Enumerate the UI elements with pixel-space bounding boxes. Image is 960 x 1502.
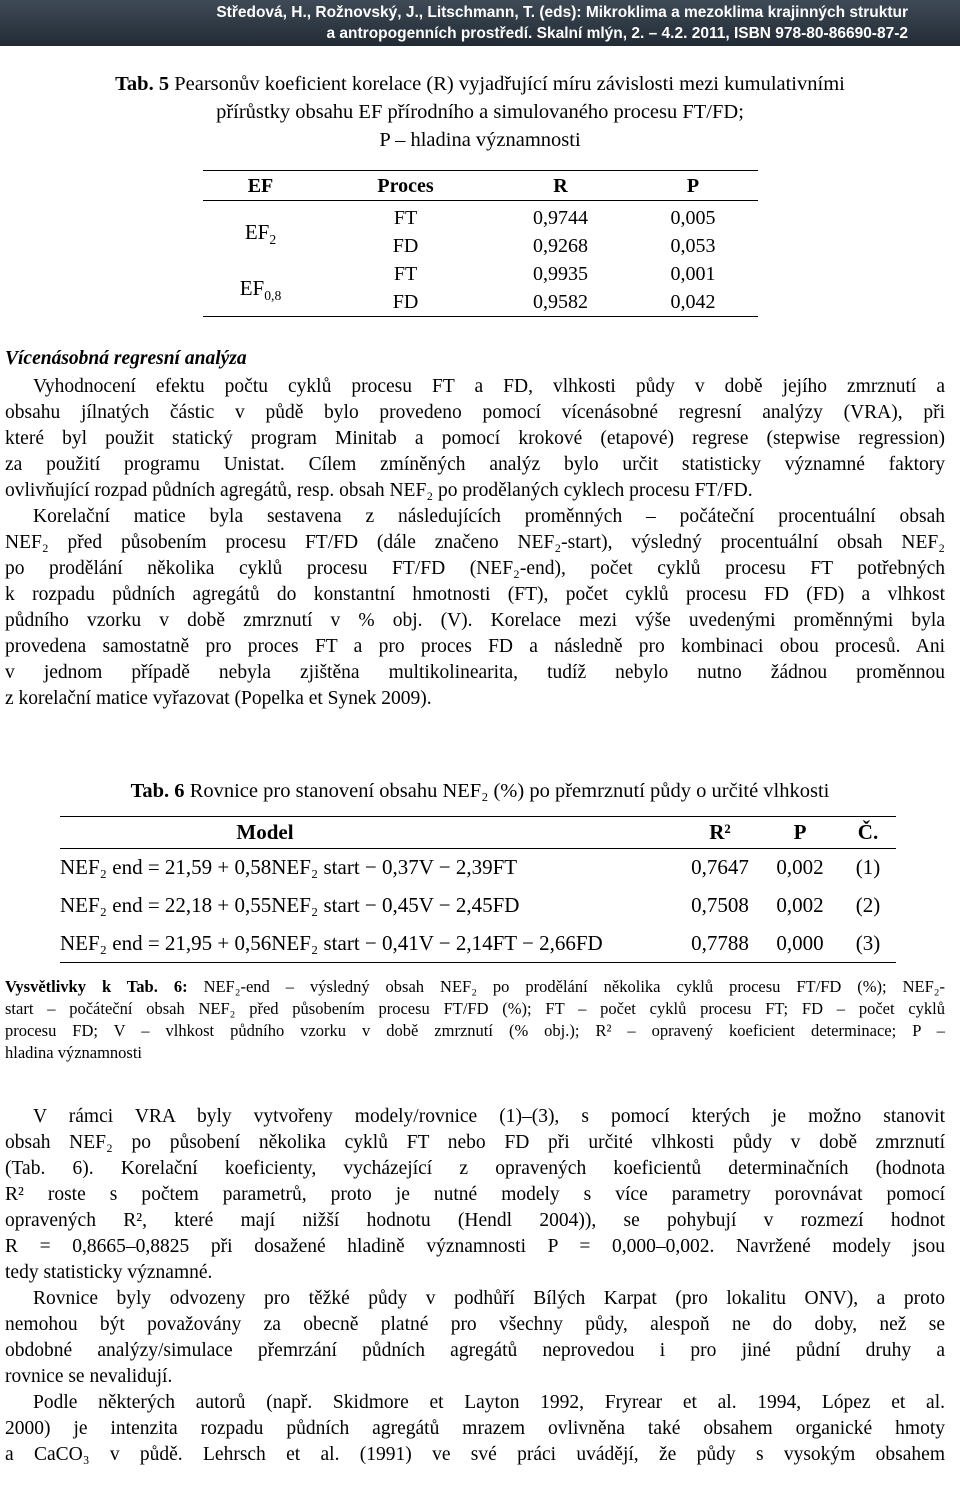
tab5-r-cell: 0,9744 <box>533 206 588 229</box>
tab5-ef-cell: $EF_2$ <box>244 219 277 247</box>
text-line: Podle některých autorů (např. Skidmore et Layton 1992, Fryrear et al. 1994, López et al. <box>33 1392 945 1413</box>
text-line: Korelační matice byla sestavena z následujících proměnných – počáteční procentuální obsah <box>33 506 945 527</box>
text-line: nemohou být považovány za obecně platné pro všechny půdy, alespoň ne do doby, než se <box>5 1314 945 1335</box>
tab5-bottom-rule <box>203 316 758 317</box>
text-line: Vyhodnocení efektu počtu cyklů procesu FT a FD, vlhkosti půdy v době jejího zmrznutí a <box>33 376 945 397</box>
tab6-p-cell: 0,002 <box>776 892 824 917</box>
text-line: v jednom případě nebyla zjištěna multikolinearita, tudíž nebylo nutno žádnou proměnnou <box>5 662 945 683</box>
paragraph-2 <box>5 504 945 712</box>
tab6-c-cell: (3) <box>855 930 881 955</box>
paragraph-4 <box>5 1286 945 1390</box>
tab6-r2-cell: 0,7508 <box>691 892 749 917</box>
tab6-r2-cell: 0,7788 <box>691 930 749 955</box>
tab6-caption <box>30 777 930 805</box>
tab5-label: Tab. 5 <box>115 73 170 95</box>
text-line: obdobné analýzy/simulace přemrzání půdních agregátů neprovedou i pro jiné půdní druhy a <box>5 1340 945 1361</box>
tab5-proces-cell: FT <box>393 262 418 285</box>
text-line: obsahu jílnatých částic v půdě bylo provedeno pomocí vícenásobné regresní analýzy (VRA), při <box>5 402 945 423</box>
text-line: a CaCO₃ v půdě. Lehrsch et al. (1991) ve své práci uvádějí, že půdy s vysokým obsahem <box>5 1444 945 1465</box>
tab6-table <box>60 816 896 962</box>
tab6-notes-line4: hladina významnosti <box>5 1043 143 1062</box>
tab6-bottom-rule <box>60 962 896 963</box>
text-line: R² roste s počtem parametrů, proto je nutné modely s více parametry porovnávat pomocí <box>5 1184 945 1205</box>
text-line: Rovnice byly odvozeny pro těžké půdy v podhůří Bílých Karpat (pro lokalitu ONV), a proto <box>33 1288 945 1309</box>
text-line: rovnice se nevalidují. <box>5 1366 173 1387</box>
tab6-model-cell: NEF₂ end = 21,59 + 0,58NEF₂ start − 0,37V − 2,39FT <box>60 854 518 879</box>
table-row <box>60 848 896 886</box>
tab5-ef-cell: $EF_{0,8}$ <box>239 275 282 303</box>
tab6-notes-line2: start – počáteční obsah NEF₂ před působením procesu FT/FD (%); FT – počet cyklů procesu FT; FD – počet cyklů <box>5 999 945 1018</box>
tab5-r-cell: 0,9582 <box>533 290 588 313</box>
tab6-header-r2: R² <box>709 819 731 844</box>
tab6-model-cell: NEF₂ end = 21,95 + 0,56NEF₂ start − 0,41V − 2,14FT − 2,66FD <box>60 930 603 955</box>
header-banner <box>0 0 960 46</box>
section-heading: Vícenásobná regresní analýza <box>5 348 247 369</box>
tab6-notes <box>5 976 945 1064</box>
section-models <box>5 1104 945 1468</box>
text-line: provedena samostatně pro proces FT a pro proces FD a následně pro kombinaci obou procesů. Ani <box>5 636 945 657</box>
text-line: tedy statisticky významné. <box>5 1262 213 1283</box>
table-row <box>60 924 896 962</box>
text-line: které byl použit statický program Minitab a pomocí krokové (etapové) regrese (stepwise regression) <box>5 428 945 449</box>
tab5-r-cell: 0,9935 <box>533 262 588 285</box>
section-regression <box>5 346 945 712</box>
text-line: k rozpadu půdních agregátů do konstantní hmotnosti (FT), počet cyklů procesu FD (FD) a vlhkost <box>5 584 945 605</box>
tab5-header-r: R <box>553 174 568 197</box>
header-line-2: a antropogenních prostředí. Skalní mlýn, 2. – 4.2. 2011, ISBN 978-80-86690-87-2 <box>326 25 908 42</box>
text-line: z korelační matice vyřazovat (Popelka et Synek 2009). <box>5 688 432 709</box>
tab6-header-row <box>60 816 896 848</box>
tab6-model-cell: NEF₂ end = 22,18 + 0,55NEF₂ start − 0,45V − 2,45FD <box>60 892 520 917</box>
text-line: obsah NEF₂ po působení několika cyklů FT nebo FD při určité vlhkosti půdy v době zmrznutí <box>5 1132 945 1153</box>
paragraph-5 <box>5 1390 945 1468</box>
table-row <box>203 260 758 288</box>
tab6-notes-label: Vysvětlivky k Tab. 6: <box>5 977 188 996</box>
tab5-r-cell: 0,9268 <box>533 234 588 257</box>
tab5-caption-line3: P – hladina významnosti <box>379 129 581 151</box>
tab5-header-p: P <box>686 174 700 197</box>
tab6-header-model: Model <box>236 819 294 844</box>
tab5-p-cell: 0,053 <box>670 234 716 257</box>
tab6-header-c: Č. <box>857 819 879 844</box>
tab5-proces-cell: FD <box>392 290 419 313</box>
paragraph-1 <box>5 374 945 504</box>
tab5-p-cell: 0,005 <box>670 206 716 229</box>
tab5-caption-line1: Pearsonův koeficient korelace (R) vyjadřující míru závislosti mezi kumulativními <box>174 73 845 95</box>
text-line: R = 0,8665–0,8825 při dosažené hladině významnosti P = 0,000–0,002. Navržené modely jsou <box>5 1236 945 1257</box>
tab5-caption <box>30 70 930 154</box>
text-line: po prodělání několika cyklů procesu FT/FD (NEF₂-end), počet cyklů procesu FT potřebných <box>5 558 945 579</box>
paragraph-3 <box>5 1104 945 1286</box>
text-line: NEF₂ před působením procesu FT/FD (dále značeno NEF₂-start), výsledný procentuální obsah NEF₂ <box>5 532 945 553</box>
tab6-label: Tab. 6 <box>130 780 185 802</box>
tab5-proces-cell: FT <box>393 206 418 229</box>
tab5-table <box>203 172 758 316</box>
text-line: ovlivňující rozpad půdních agregátů, resp. obsah NEF₂ po prodělaných cyklech procesu FT/FD. <box>5 480 753 501</box>
tab6-notes-line1: NEF₂-end – výsledný obsah NEF₂ po prodělání několika cyklů procesu FT/FD (%); NEF₂- <box>203 977 945 996</box>
tab6-header-p: P <box>793 819 807 844</box>
text-line: 2000) je intenzita rozpadu půdních agregátů mrazem ovlivněna také obsahem organické hmoty <box>5 1418 945 1439</box>
text-line: opravených R², které mají nižší hodnotu (Hendl 2004)), se pohybují v rozmezí hodnot <box>5 1210 945 1231</box>
tab6-p-cell: 0,002 <box>776 854 824 879</box>
tab6-notes-line3: procesu FD; V – vlhkost půdního vzorku v době zmrznutí (% obj.); R² – opravený koeficient determinace; P – <box>5 1021 945 1040</box>
tab5-header-ef: EF <box>247 174 274 197</box>
header-line-1: Středová, H., Rožnovský, J., Litschmann, T. (eds): Mikroklima a mezoklima krajinných struktur <box>216 4 908 21</box>
text-line: půdního vzorku v době zmrznutí v % obj. (V). Korelace mezi výše uvedenými proměnnými byla <box>5 610 945 631</box>
text-line: za použití programu Unistat. Cílem zmíněných analýz bylo určit statisticky významné faktory <box>5 454 945 475</box>
tab6-c-cell: (1) <box>855 854 881 879</box>
table-row <box>60 886 896 924</box>
tab5-p-cell: 0,042 <box>670 290 716 313</box>
tab5-top-rule <box>203 170 758 171</box>
tab5-header-row <box>203 172 758 200</box>
tab5-proces-cell: FD <box>392 234 419 257</box>
table-row <box>203 204 758 232</box>
tab6-caption-text: Rovnice pro stanovení obsahu NEF₂ (%) po přemrznutí půdy o určité vlhkosti <box>189 780 830 802</box>
tab5-header-proces: Proces <box>377 174 434 197</box>
tab6-c-cell: (2) <box>855 892 881 917</box>
text-line: V rámci VRA byly vytvořeny modely/rovnice (1)–(3), s pomocí kterých je možno stanovit <box>33 1106 945 1127</box>
tab5-caption-line2: přírůstky obsahu EF přírodního a simulovaného procesu FT/FD; <box>216 101 744 123</box>
tab5-p-cell: 0,001 <box>670 262 716 285</box>
tab6-r2-cell: 0,7647 <box>691 854 749 879</box>
tab6-p-cell: 0,000 <box>776 930 824 955</box>
text-line: (Tab. 6). Korelační koeficienty, vycházející z opravených koeficientů determinačních (hodnota <box>5 1158 945 1179</box>
